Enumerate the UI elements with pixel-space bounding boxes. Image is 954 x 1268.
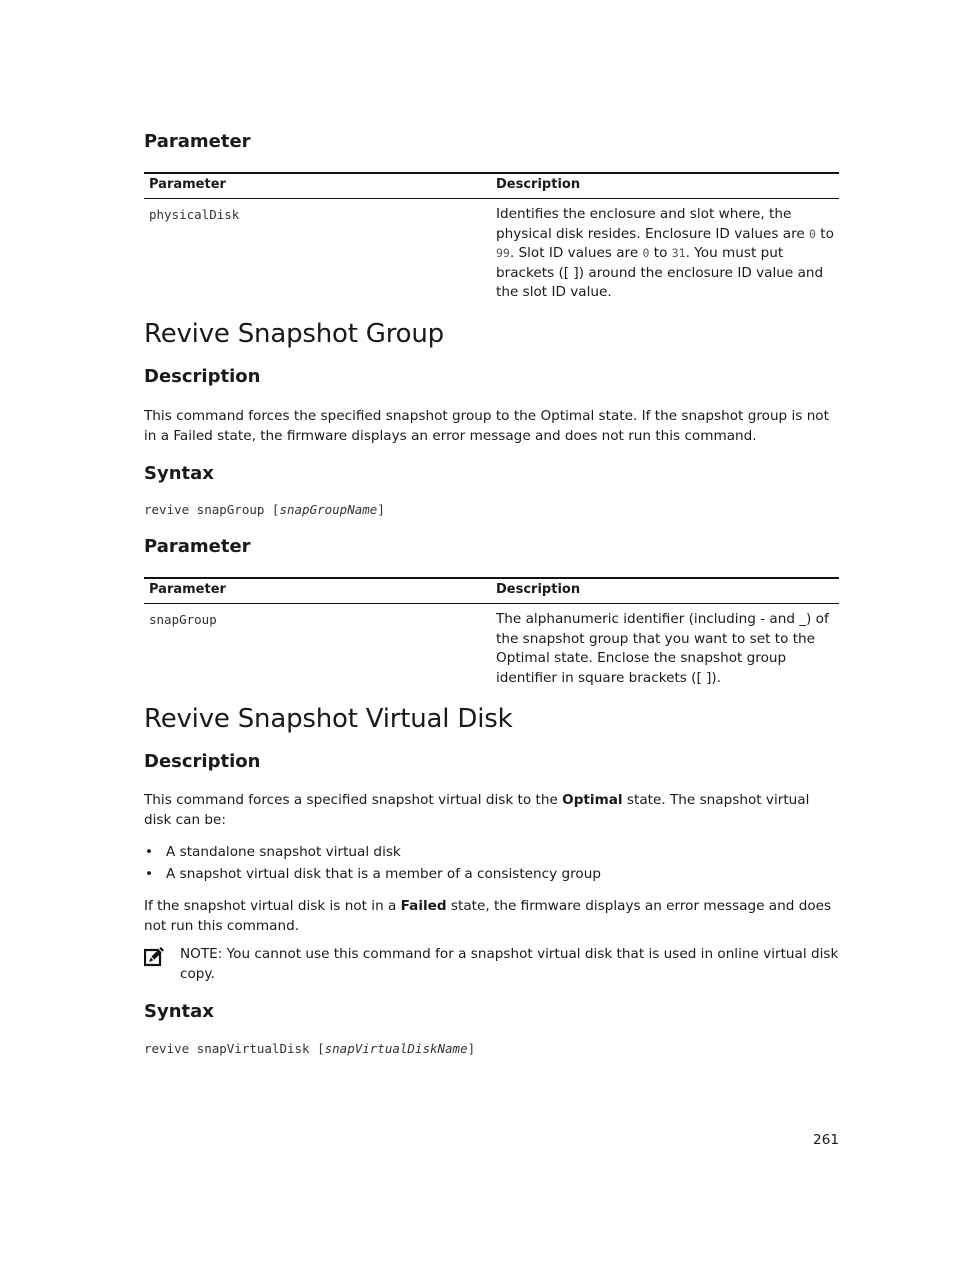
section-title-revive-snapshot-group: Revive Snapshot Group: [144, 319, 444, 349]
description-heading-2: Description: [144, 366, 261, 387]
list-item: • A snapshot virtual disk that is a member of a consistency group: [144, 865, 601, 885]
failed-state-text: If the snapshot virtual disk is not in a Failed state, the firmware displays an error message and does not run this command.: [144, 898, 832, 934]
description-text-2: This command forces the specified snapshot group to the Optimal state. If the snapshot group is not in a Failed state, the firmware displays an error message and does not run this command.: [144, 408, 829, 444]
syntax-code-3: revive snapVirtualDisk [snapVirtualDiskName]: [144, 1041, 476, 1056]
param-description: Identifies the enclosure and slot where, the physical disk resides. Enclosure ID values are 0 to 99. Slot ID values are 0 to 31. You must put brackets ([ ]) around the enclosure ID value and the slot ID value.: [496, 206, 834, 300]
note-text: NOTE: You cannot use this command for a snapshot virtual disk that is used in online virtual disk copy.: [180, 946, 839, 982]
parameter-heading-2: Parameter: [144, 536, 251, 557]
note-box: [144, 945, 839, 984]
description-heading-3: Description: [144, 751, 261, 772]
syntax-heading-3: Syntax: [144, 1001, 214, 1022]
syntax-variable: snapGroupName: [279, 502, 378, 517]
param-name: snapGroup: [149, 612, 217, 627]
syntax-heading-2: Syntax: [144, 463, 214, 484]
table-row: [144, 604, 839, 689]
parameter-table-2: [144, 577, 839, 688]
table-header-parameter: Parameter: [144, 578, 491, 604]
table-header-row: [144, 578, 839, 604]
description-text-3: This command forces a specified snapshot virtual disk to the Optimal state. The snapshot virtual disk can be:: [144, 792, 810, 828]
param-name: physicalDisk: [149, 207, 240, 222]
table-header-row: [144, 173, 839, 199]
syntax-variable: snapVirtualDiskName: [324, 1041, 468, 1056]
parameter-table-1: [144, 172, 839, 303]
param-description: The alphanumeric identifier (including - and _) of the snapshot group that you want to set to the Optimal state. Enclose the snapshot group identifier in square brackets ([ ]).: [496, 611, 829, 686]
table-header-description: Description: [491, 173, 839, 199]
syntax-code-2: revive snapGroup [snapGroupName]: [144, 502, 385, 517]
parameter-heading-1: Parameter: [144, 131, 251, 152]
table-header-description: Description: [491, 578, 839, 604]
table-row: [144, 199, 839, 303]
pencil-note-icon: [144, 945, 166, 967]
table-header-parameter: Parameter: [144, 173, 491, 199]
section-title-revive-snapshot-virtual-disk: Revive Snapshot Virtual Disk: [144, 704, 513, 734]
bullet-list: [144, 843, 601, 887]
list-item: • A standalone snapshot virtual disk: [144, 843, 601, 863]
page-number: 261: [813, 1132, 839, 1148]
